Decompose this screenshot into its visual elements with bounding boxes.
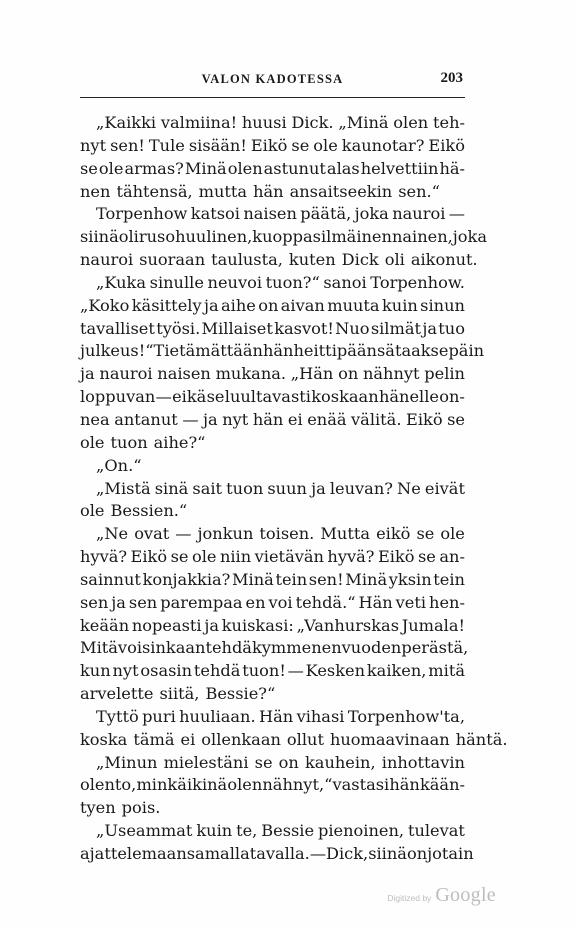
text-line: siinä oli rusohuulinen, kuoppasilmäinen nainen, joka bbox=[80, 227, 488, 247]
text-line: tavalliset työsi. Millaiset kasvot! Nuo silmät ja tuo bbox=[80, 318, 465, 338]
google-logo: Google bbox=[435, 884, 496, 906]
text-line: „Kuka sinulle neuvoi tuon?“ sanoi Torpenhow. bbox=[96, 272, 465, 292]
text-line: kun nyt osasin tehdä tuon! — Kesken kaiken, mitä bbox=[80, 661, 465, 681]
text-line: „Mistä sinä sait tuon suun ja leuvan? Ne eivät bbox=[96, 478, 465, 498]
text-line: ajattelemaan samalla tavalla. — Dick, siinä on jotain bbox=[80, 844, 474, 863]
text-line: nea antanut — ja nyt hän ei enää välitä. Eikö se bbox=[80, 409, 465, 429]
text-line: Torpenhow katsoi naisen päätä, joka nauroi — bbox=[96, 204, 465, 224]
text-line: „Koko käsittely ja aihe on aivan muuta kuin sinun bbox=[80, 295, 465, 315]
text-line: Mitä voisinkaan tehdä kymmenen vuoden perästä, bbox=[80, 638, 469, 658]
text-line: „Minun mielestäni se on kauhein, inhottavin bbox=[96, 752, 465, 772]
text-line: „Kaikki valmiina! huusi Dick. „Minä olen teh- bbox=[96, 113, 465, 132]
text-line: nyt sen! Tule sisään! Eikö se ole kaunotar? Eikö bbox=[80, 135, 465, 155]
text-line: hyvä? Eikö se ole niin vietävän hyvä? Eikö se an- bbox=[80, 547, 465, 567]
text-line: keään nopeasti ja kuiskasi: „Vanhurskas Jumala! bbox=[80, 615, 465, 635]
text-line: Tyttö puri huuliaan. Hän vihasi Torpenhow'ta, bbox=[96, 706, 465, 726]
text-line: ole Bessien.“ bbox=[80, 501, 188, 521]
text-line: sainnut konjakkia? Minä tein sen! Minä yksin tein bbox=[80, 569, 465, 589]
text-line: olento, minkä ikinä olen nähnyt,“ vastasi hän kään- bbox=[80, 775, 465, 795]
text-line: „Ne ovat — jonkun toisen. Mutta eikö se ole bbox=[96, 524, 465, 544]
page-number: 203 bbox=[440, 70, 463, 86]
text-line: ole tuon aihe?“ bbox=[80, 432, 206, 452]
text-line: tyen pois. bbox=[80, 798, 161, 818]
text-line: nauroi suoraan taulusta, kuten Dick oli aikonut. bbox=[80, 250, 478, 270]
text-line: ja nauroi naisen mukana. „Hän on nähnyt pelin bbox=[80, 364, 465, 384]
digitized-watermark bbox=[387, 884, 496, 907]
text-line: nen tähtensä, mutta hän ansaitseekin sen.“ bbox=[80, 181, 440, 201]
text-line: se ole armas? Minä olen astunut alas helvettiin hä- bbox=[80, 158, 465, 178]
text-line: arvelette siitä, Bessie?“ bbox=[80, 684, 276, 704]
header-rule bbox=[80, 97, 465, 98]
body-text bbox=[80, 112, 508, 866]
text-line: koska tämä ei ollenkaan ollut huomaavinaan häntä. bbox=[80, 729, 508, 749]
text-line: julkeus!“ Tietämättään hän heitti päänsä taaksepäin bbox=[80, 341, 485, 361]
running-title: VALON KADOTESSA bbox=[201, 72, 344, 86]
text-line: „Useammat kuin te, Bessie pienoinen, tulevat bbox=[96, 821, 465, 841]
text-line: sen ja sen parempaa en voi tehdä.“ Hän veti hen- bbox=[80, 592, 465, 612]
watermark-prefix: Digitized by bbox=[387, 893, 432, 903]
text-line: „On.“ bbox=[96, 455, 142, 475]
text-line: loppuvan — eikä se luultavasti koskaan hänelle on- bbox=[80, 387, 465, 407]
running-head bbox=[80, 70, 465, 90]
